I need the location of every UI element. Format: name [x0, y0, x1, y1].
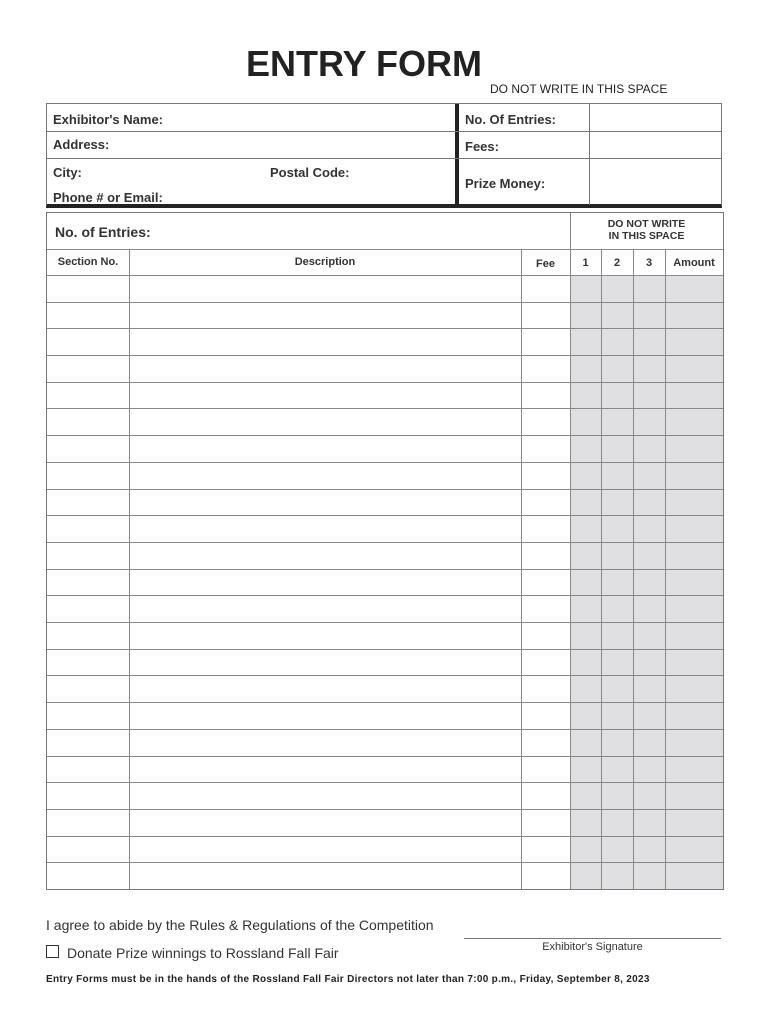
signature-label: Exhibitor's Signature [542, 941, 643, 953]
table-row[interactable] [47, 729, 570, 756]
table-row[interactable] [47, 408, 570, 435]
table-row[interactable] [47, 675, 570, 702]
column-header-3: 3 [645, 257, 653, 269]
table-row[interactable] [47, 435, 570, 462]
table-row[interactable] [47, 569, 570, 596]
table-row[interactable] [47, 542, 570, 569]
donate-checkbox[interactable] [46, 945, 59, 958]
header-row-line [47, 131, 721, 132]
office-use-heading-line1: DO NOT WRITE [607, 218, 686, 230]
office-use-heading-line2: IN THIS SPACE [608, 230, 685, 242]
table-row[interactable] [47, 302, 570, 329]
column-header-section: Section No. [57, 256, 119, 268]
table-row[interactable] [47, 809, 570, 836]
table-row[interactable] [47, 862, 570, 889]
office-use-note: DO NOT WRITE IN THIS SPACE [490, 82, 668, 96]
exhibitor-name-label: Exhibitor's Name: [53, 112, 164, 127]
column-divider [570, 213, 571, 889]
table-row[interactable] [47, 382, 570, 409]
address-label: Address: [53, 137, 110, 152]
fees-label: Fees: [465, 139, 499, 154]
form-title: ENTRY FORM [246, 43, 483, 84]
office-heading-line [570, 249, 723, 250]
deadline-notice: Entry Forms must be in the hands of the Rossland Fall Fair Directors not later than 7:00 p.m., Friday, September 8, 2023 [46, 974, 650, 985]
table-row[interactable] [47, 649, 570, 676]
city-label: City: [53, 165, 82, 180]
table-row[interactable] [47, 836, 570, 863]
table-row[interactable] [47, 489, 570, 516]
table-row[interactable] [47, 756, 570, 783]
office-use-shading [570, 275, 723, 889]
table-row[interactable] [47, 462, 570, 489]
entries-table [46, 212, 724, 890]
header-row-line [47, 158, 721, 159]
column-header-fee: Fee [536, 258, 555, 270]
agreement-text: I agree to abide by the Rules & Regulations of the Competition [46, 917, 434, 933]
table-row[interactable] [47, 622, 570, 649]
donate-label: Donate Prize winnings to Rossland Fall Fair [67, 945, 339, 961]
signature-line[interactable] [464, 938, 721, 939]
column-header-description: Description [294, 256, 356, 268]
table-row[interactable] [47, 328, 570, 355]
table-entries-label: No. of Entries: [55, 224, 151, 240]
table-row[interactable] [47, 275, 570, 302]
table-row[interactable] [47, 702, 570, 729]
table-row[interactable] [47, 782, 570, 809]
no-of-entries-label: No. Of Entries: [465, 112, 557, 127]
column-header-2: 2 [613, 257, 621, 269]
office-use-heading [570, 218, 723, 242]
postal-code-label: Postal Code: [270, 165, 350, 180]
column-header-1: 1 [582, 257, 589, 269]
table-row[interactable] [47, 515, 570, 542]
prize-money-label: Prize Money: [465, 176, 546, 191]
office-column-divider [589, 104, 590, 205]
header-divider [455, 104, 459, 205]
phone-email-label: Phone # or Email: [53, 190, 163, 205]
column-header-amount: Amount [673, 257, 715, 269]
exhibitor-info-box [46, 103, 722, 208]
table-row[interactable] [47, 595, 570, 622]
table-row[interactable] [47, 355, 570, 382]
